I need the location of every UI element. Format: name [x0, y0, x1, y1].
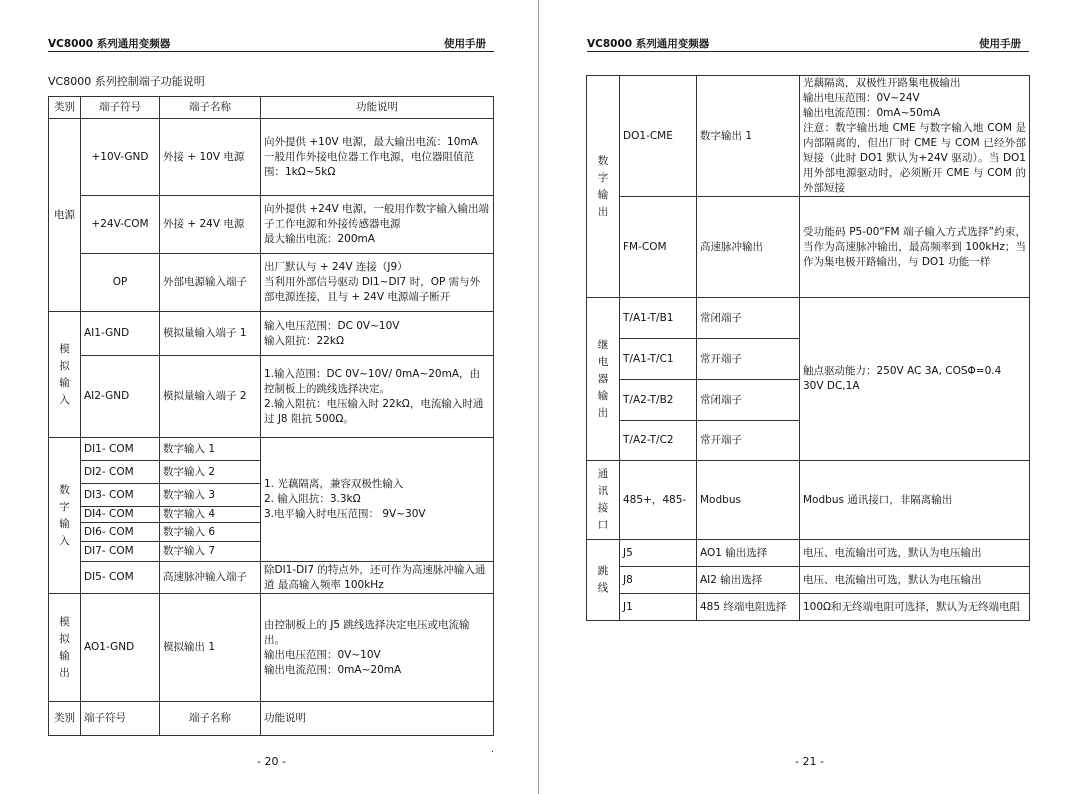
terminal-name: 模拟量输入端子 1 [160, 312, 261, 356]
terminal-symbol: DI7- COM [81, 542, 160, 562]
terminal-name: 外部电源输入端子 [160, 254, 261, 312]
terminal-symbol: DI1- COM [81, 438, 160, 461]
terminal-name: 数字输入 6 [160, 523, 261, 542]
column-footer: 端子符号 [81, 702, 160, 736]
function-desc: Modbus 通讯接口，非隔离输出 [800, 461, 1030, 540]
corner-mark: . [491, 745, 494, 755]
terminal-symbol: DI3- COM [81, 484, 160, 507]
category-cell: 电源 [49, 119, 81, 312]
terminal-symbol: OP [81, 254, 160, 312]
terminal-name: 数字输入 1 [160, 438, 261, 461]
terminal-symbol: FM-COM [620, 197, 697, 298]
terminal-name: 常闭端子 [697, 380, 800, 421]
page-header [587, 36, 1029, 52]
table-row [587, 76, 1030, 197]
table-row [49, 438, 494, 461]
function-desc: 向外提供 +10V 电源，最大输出电流：10mA 一般用作外接电位器工作电源，电位器阻值范围：1kΩ~5kΩ [261, 119, 494, 196]
category-cell: 数字输出 [587, 76, 620, 298]
table-row [587, 298, 1030, 339]
terminal-name: 常开端子 [697, 339, 800, 380]
column-header: 功能说明 [261, 97, 494, 119]
function-desc: 电压、电流输出可选，默认为电压输出 [800, 567, 1030, 594]
left-page [0, 0, 538, 794]
function-desc: 除DI1-DI7 的特点外，还可作为高速脉冲输入通道 最高输入频率 100kHz [261, 562, 494, 594]
page-header [48, 36, 494, 52]
column-header: 类别 [49, 97, 81, 119]
column-header: 端子符号 [81, 97, 160, 119]
table-row [49, 196, 494, 254]
function-desc: 100Ω和无终端电阻可选择，默认为无终端电阻 [800, 594, 1030, 621]
page-number: - 21 - [795, 755, 824, 768]
header-manual-label: 使用手册 [979, 38, 1021, 50]
terminal-symbol: T/A1-T/C1 [620, 339, 697, 380]
terminal-function-table [586, 75, 1030, 621]
terminal-symbol: T/A2-T/B2 [620, 380, 697, 421]
terminal-name: 数字输入 7 [160, 542, 261, 562]
terminal-name: 外接 + 10V 电源 [160, 119, 261, 196]
table-row [587, 567, 1030, 594]
function-desc: 向外提供 +24V 电源，一般用作数字输入输出端子工作电源和外接传感器电源 最大输出电流：200mA [261, 196, 494, 254]
table-header-row [49, 97, 494, 119]
terminal-name: 高速脉冲输出 [697, 197, 800, 298]
category-cell: 模拟输入 [49, 312, 81, 438]
terminal-name: Modbus [697, 461, 800, 540]
terminal-symbol: DI2- COM [81, 461, 160, 484]
table-row [49, 594, 494, 702]
header-manual-label: 使用手册 [444, 38, 486, 50]
terminal-symbol: +24V-COM [81, 196, 160, 254]
table-row [49, 119, 494, 196]
terminal-symbol: J8 [620, 567, 697, 594]
column-footer: 类别 [49, 702, 81, 736]
column-footer: 端子名称 [160, 702, 261, 736]
terminal-symbol: DI5- COM [81, 562, 160, 594]
terminal-name: 模拟量输入端子 2 [160, 356, 261, 438]
function-desc: 受功能码 P5-00“FM 端子输入方式选择”约束，当作为高速脉冲输出，最高频率到 100kHz；当作为集电极开路输出，与 DO1 功能一样 [800, 197, 1030, 298]
table-footer-row [49, 702, 494, 736]
table-row [49, 312, 494, 356]
terminal-symbol: 485+，485- [620, 461, 697, 540]
terminal-symbol: +10V-GND [81, 119, 160, 196]
function-desc: 触点驱动能力：250V AC 3A, COSΦ=0.4 30V DC,1A [800, 298, 1030, 461]
terminal-name: 常开端子 [697, 421, 800, 461]
terminal-name: 数字输入 4 [160, 507, 261, 523]
terminal-name: 数字输入 2 [160, 461, 261, 484]
column-footer: 功能说明 [261, 702, 494, 736]
table-row [587, 594, 1030, 621]
terminal-symbol: J5 [620, 540, 697, 567]
function-desc: 输入电压范围：DC 0V~10V 输入阻抗：22kΩ [261, 312, 494, 356]
terminal-symbol: AO1-GND [81, 594, 160, 702]
header-title: VC8000 系列通用变频器 [587, 38, 710, 50]
terminal-name: AI2 输出选择 [697, 567, 800, 594]
terminal-name: 数字输入 3 [160, 484, 261, 507]
right-page [539, 0, 1077, 794]
terminal-symbol: DO1-CME [620, 76, 697, 197]
category-cell: 模拟输出 [49, 594, 81, 702]
terminal-symbol: J1 [620, 594, 697, 621]
terminal-name: AO1 输出选择 [697, 540, 800, 567]
terminal-name: 模拟输出 1 [160, 594, 261, 702]
table-row [587, 540, 1030, 567]
terminal-symbol: AI2-GND [81, 356, 160, 438]
table-row [49, 254, 494, 312]
function-desc: 1. 光藕隔离，兼容双极性输入 2. 输入阻抗：3.3kΩ 3.电平输入时电压范围： 9V~30V [261, 438, 494, 562]
terminal-symbol: DI6- COM [81, 523, 160, 542]
terminal-function-table [48, 96, 494, 736]
table-row [587, 197, 1030, 298]
terminal-name: 485 终端电阻选择 [697, 594, 800, 621]
terminal-name: 外接 + 24V 电源 [160, 196, 261, 254]
category-cell: 数字输入 [49, 438, 81, 594]
category-cell: 继电器输出 [587, 298, 620, 461]
table-row [587, 461, 1030, 540]
function-desc: 1.输入范围：DC 0V~10V/ 0mA~20mA，由控制板上的跳线选择决定。 2.输入阻抗：电压输入时 22kΩ，电流输入时通过 J8 阻抗 500Ω。 [261, 356, 494, 438]
category-cell: 跳线 [587, 540, 620, 621]
terminal-name: 常闭端子 [697, 298, 800, 339]
terminal-name: 高速脉冲输入端子 [160, 562, 261, 594]
table-row [49, 356, 494, 438]
function-desc: 出厂默认与 + 24V 连接（J9） 当利用外部信号驱动 DI1~DI7 时，OP 需与外部电源连接，且与 + 24V 电源端子断开 [261, 254, 494, 312]
terminal-symbol: DI4- COM [81, 507, 160, 523]
page-number: - 20 - [257, 755, 286, 768]
column-header: 端子名称 [160, 97, 261, 119]
terminal-symbol: T/A1-T/B1 [620, 298, 697, 339]
function-desc: 电压、电流输出可选，默认为电压输出 [800, 540, 1030, 567]
header-title: VC8000 系列通用变频器 [48, 38, 171, 50]
function-desc: 由控制板上的 J5 跳线选择决定电压或电流输出。 输出电压范围：0V~10V 输出电流范围：0mA~20mA [261, 594, 494, 702]
terminal-symbol: T/A2-T/C2 [620, 421, 697, 461]
terminal-name: 数字输出 1 [697, 76, 800, 197]
section-title: VC8000 系列控制端子功能说明 [48, 75, 205, 88]
table-row [49, 562, 494, 594]
category-cell: 通讯接口 [587, 461, 620, 540]
function-desc: 光藕隔离，双极性开路集电极输出 输出电压范围：0V~24V 输出电流范围：0mA~50mA 注意：数字输出地 CME 与数字输入地 COM 是内部隔离的，但出厂时 CME 与 COM 已经外部短接（此时 DO1 默认为+24V 驱动）。当 DO1 用外部电源驱动时，必须断开 CME 与 COM 的外部短接 [800, 76, 1030, 197]
terminal-symbol: AI1-GND [81, 312, 160, 356]
